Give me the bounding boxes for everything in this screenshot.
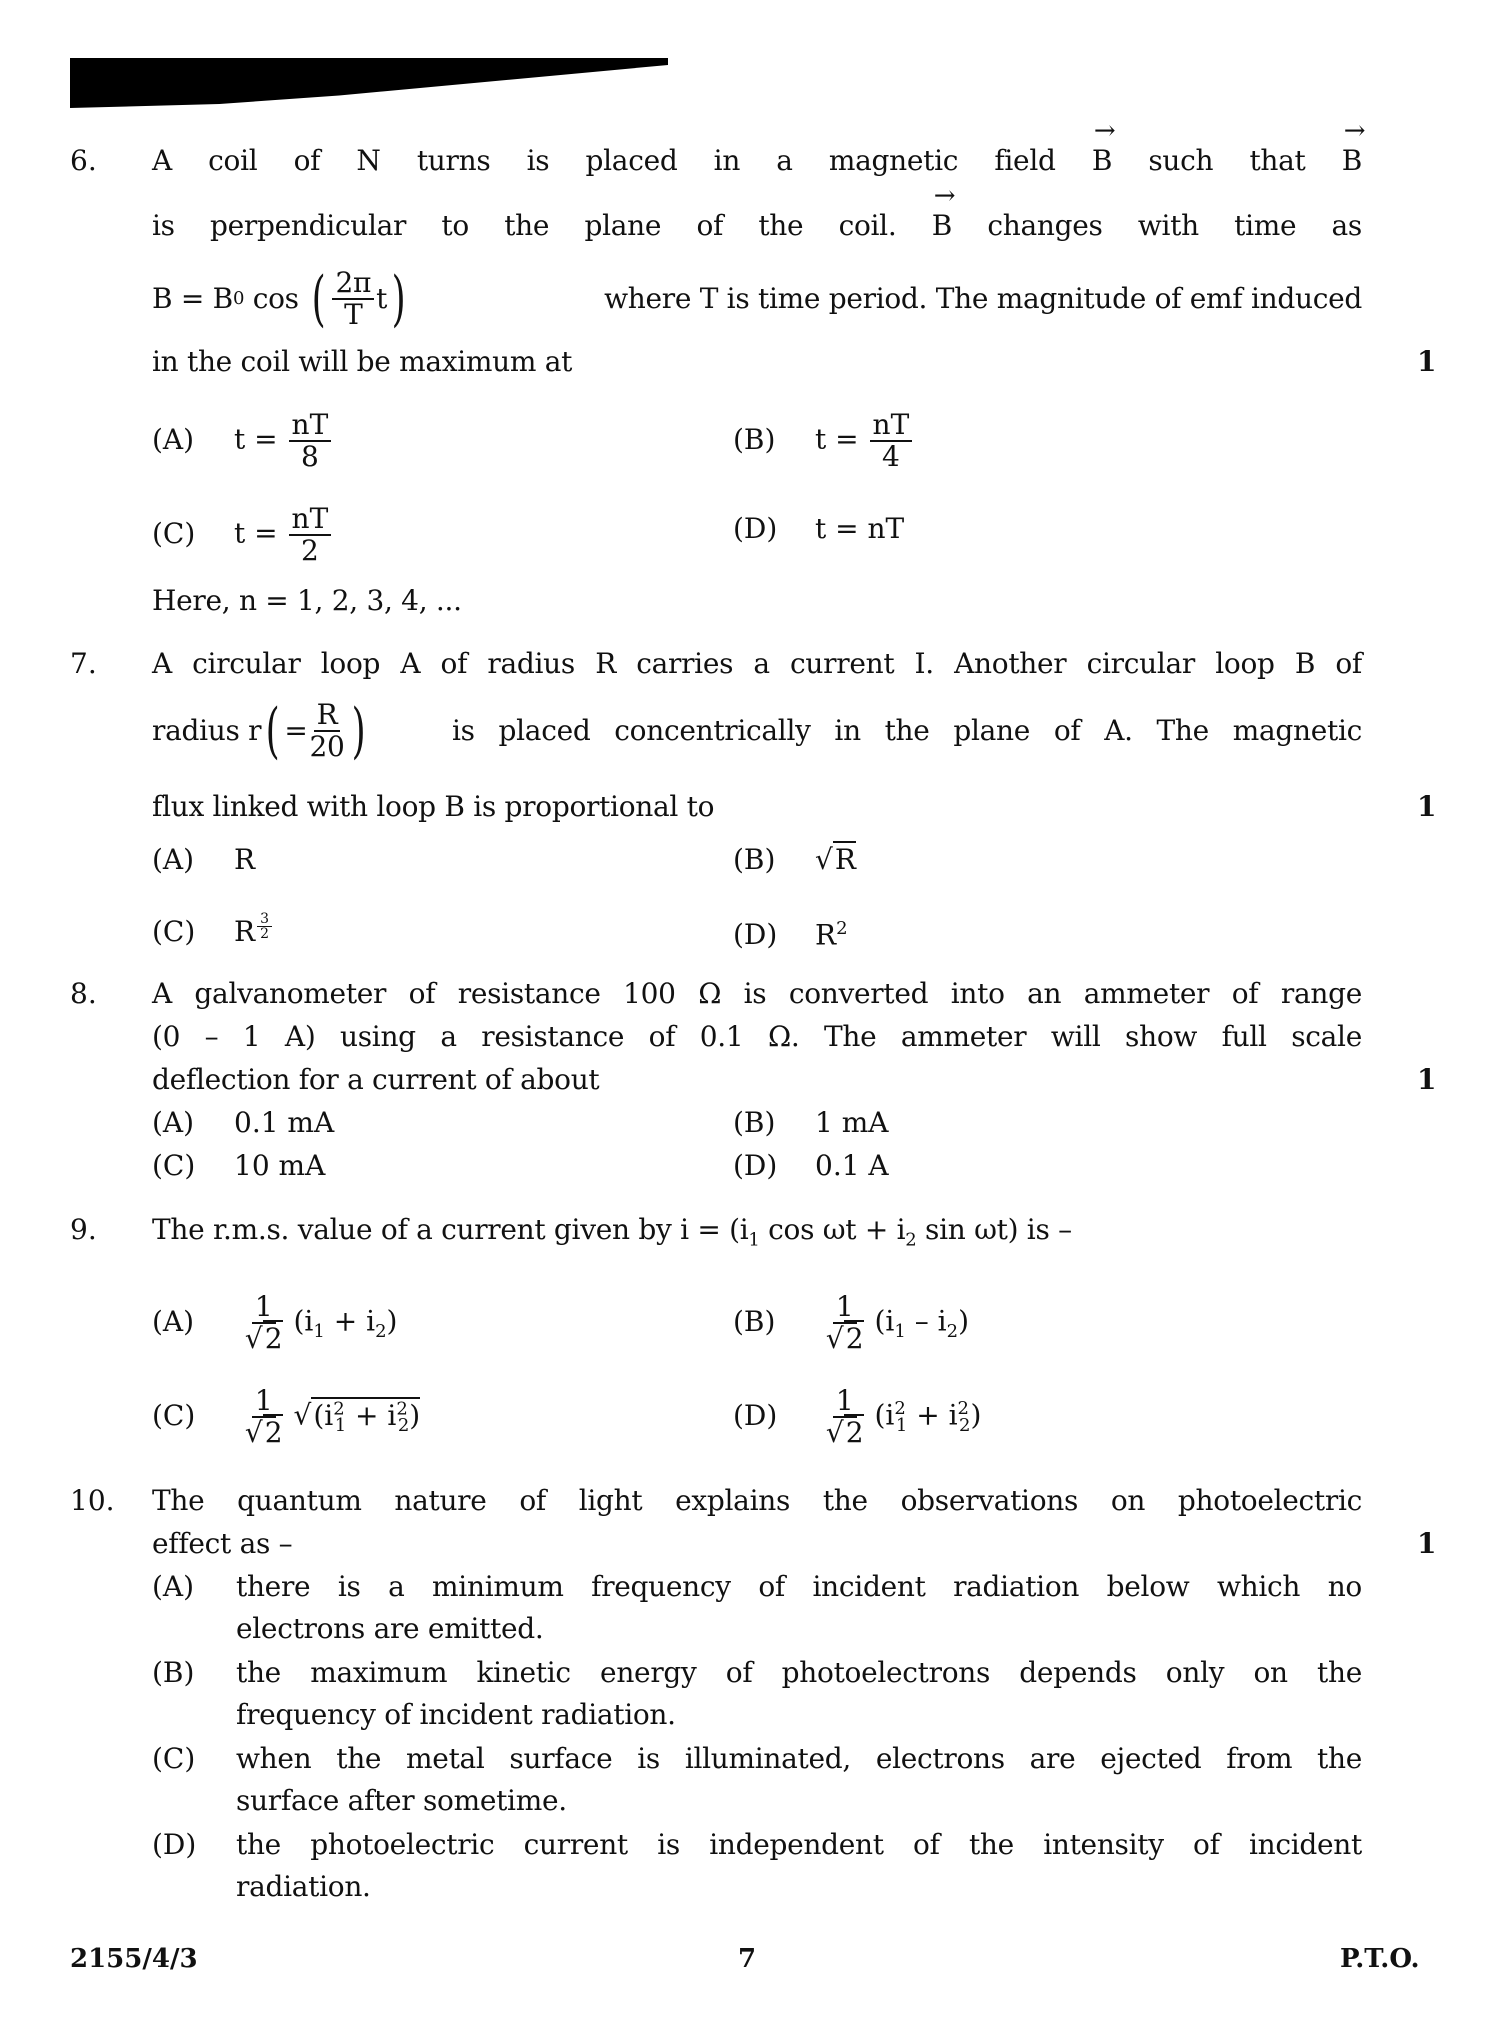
option-a[interactable]: (A) 0.1 mA — [152, 1106, 335, 1139]
page-number: 7 — [738, 1944, 757, 1974]
question-number: 7. — [70, 647, 97, 680]
option-a[interactable]: (A) R — [152, 843, 256, 876]
header-black-bar — [70, 58, 668, 108]
question-formula-line: radius r ( = $\frac{R}{20}$ ) is placed concentrically in the plane of A. The magnetic — [152, 696, 1362, 766]
question-text-line: A galvanometer of resistance 100 Ω is converted into an ammeter of range — [152, 977, 1362, 1010]
option-b[interactable]: (B) √R — [733, 843, 856, 876]
question-text-line: A coil of N turns is placed in a magnetic field → B such that → B — [152, 144, 1362, 178]
question-number: 6. — [70, 144, 97, 177]
question-text-line: (0 – 1 A) using a resistance of 0.1 Ω. The ammeter will show full scale — [152, 1020, 1362, 1053]
question-text-line: in the coil will be maximum at — [152, 345, 573, 378]
question-formula-line: B = B 0 cos ( $\frac{2\pi}{T}$ t ) where T is time period. The magnitude of emf induced — [152, 264, 1362, 334]
option-d[interactable]: (D) 0.1 A — [733, 1149, 889, 1182]
option-d[interactable]: (D) $R^2$ — [733, 918, 848, 952]
vector-b: → B — [1342, 144, 1362, 178]
question-text-line: The r.m.s. value of a current given by $i = (i_1$ $\cos \omega t + i_2$ sin ωt) is – — [152, 1213, 1072, 1251]
vector-b: → B — [1092, 144, 1112, 178]
fraction: $\frac{2\pi}{T}$ — [332, 268, 374, 330]
question-number: 9. — [70, 1213, 97, 1246]
marks: 1 — [1417, 1063, 1437, 1096]
option-b[interactable]: (B) 1 mA — [733, 1106, 889, 1139]
pto-label: P.T.O. — [1340, 1944, 1420, 1974]
option-c[interactable]: (C) $\frac{1}{√2}$ $√(i^2_1 + i^2_2)$ — [152, 1384, 421, 1449]
question-text-line: flux linked with loop B is proportional to — [152, 790, 715, 823]
question-text-line: The quantum nature of light explains the observations on photoelectric — [152, 1484, 1362, 1517]
option-a[interactable]: (A) $\frac{1}{√2}$ $(i_1 + i_2)$ — [152, 1290, 398, 1355]
question-number: 10. — [70, 1484, 115, 1517]
option-b[interactable]: (B) $\frac{1}{√2}$ $(i_1 - i_2)$ — [733, 1290, 970, 1355]
option-b[interactable]: (B) t = $\frac{nT}{4}$ — [733, 410, 914, 472]
marks: 1 — [1417, 345, 1437, 378]
option-d[interactable]: (D) t = nT — [733, 512, 905, 545]
question-note: Here, n = 1, 2, 3, 4, ... — [152, 584, 462, 617]
option-a[interactable]: (A) t = $\frac{nT}{8}$ — [152, 410, 333, 472]
vector-b: → B — [932, 209, 952, 243]
question-text-line: deflection for a current of about — [152, 1063, 600, 1096]
question-text-line: A circular loop A of radius R carries a current I. Another circular loop B of — [152, 647, 1362, 680]
marks: 1 — [1417, 790, 1437, 823]
option-c[interactable]: (C) R $^{\frac{3}{2}}$ — [152, 912, 274, 949]
question-text-line: effect as – — [152, 1527, 293, 1560]
paper-code: 2155/4/3 — [70, 1944, 198, 1974]
marks: 1 — [1417, 1527, 1437, 1560]
question-number: 8. — [70, 977, 97, 1010]
option-d[interactable]: (D) $\frac{1}{√2}$ $(i^2_1 + i^2_2)$ — [733, 1384, 982, 1449]
question-text-line: is perpendicular to the plane of the coil. → B changes with time as — [152, 209, 1362, 243]
option-c[interactable]: (C) 10 mA — [152, 1149, 326, 1182]
option-c[interactable]: (C) t = $\frac{nT}{2}$ — [152, 504, 333, 566]
